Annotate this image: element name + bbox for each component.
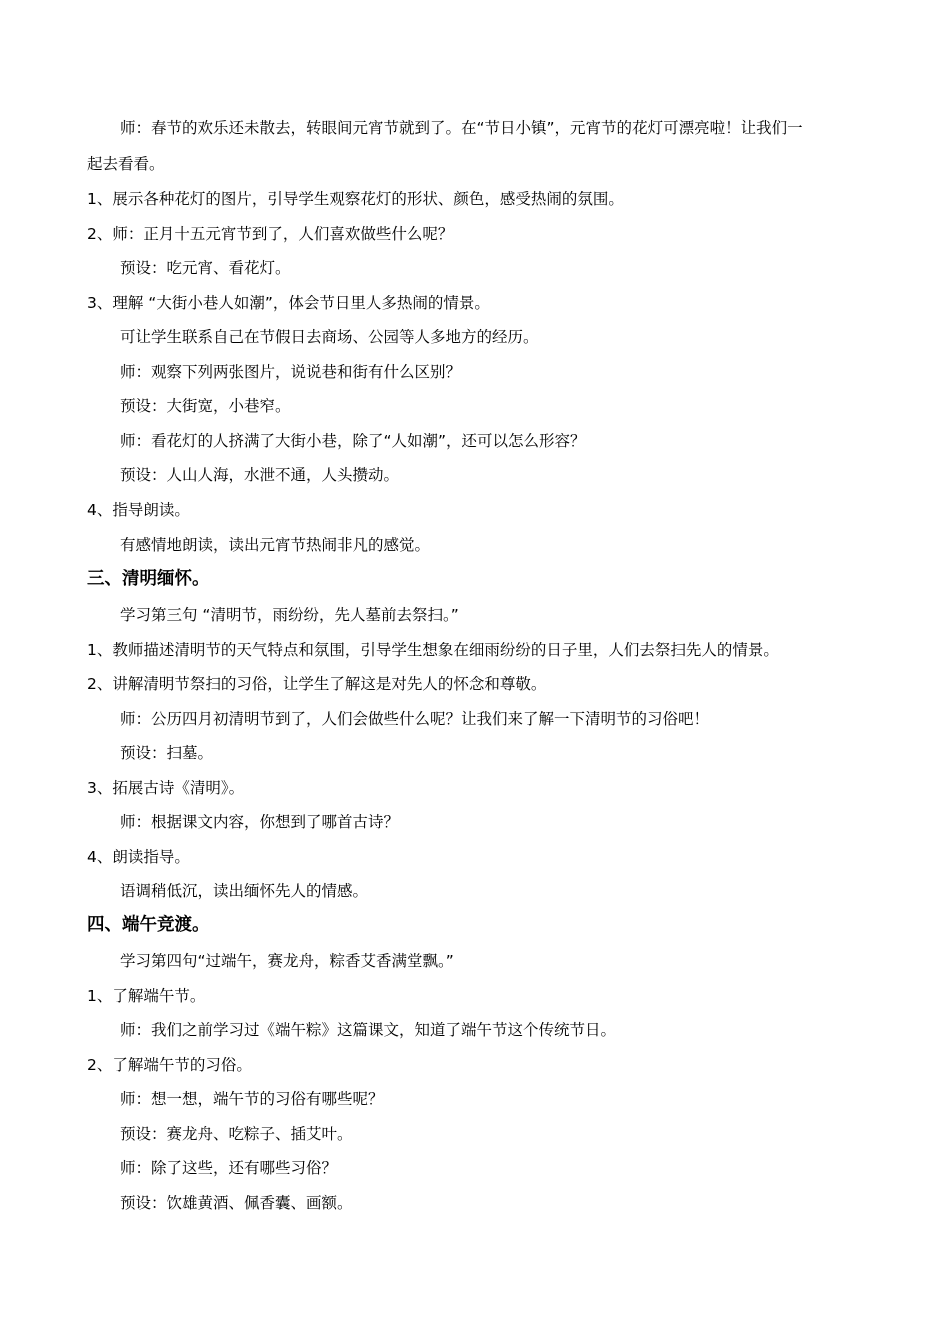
list-item: 1、展示各种花灯的图片，引导学生观察花灯的形状、颜色，感受热闹的氛围。 bbox=[87, 190, 624, 208]
paragraph-line: 师：公历四月初清明节到了，人们会做些什么呢？让我们来了解一下清明节的习俗吧！ bbox=[120, 710, 710, 728]
paragraph-line: 起去看看。 bbox=[87, 155, 165, 173]
paragraph-line: 预设：饮雄黄酒、佩香囊、画额。 bbox=[120, 1194, 353, 1212]
paragraph-line: 可让学生联系自己在节假日去商场、公园等人多地方的经历。 bbox=[120, 328, 539, 346]
paragraph-line: 师：根据课文内容，你想到了哪首古诗？ bbox=[120, 813, 400, 831]
list-item: 2、了解端午节的习俗。 bbox=[87, 1056, 252, 1074]
list-item: 2、讲解清明节祭扫的习俗，让学生了解这是对先人的怀念和尊敬。 bbox=[87, 675, 547, 693]
paragraph-line: 学习第四句“过端午，赛龙舟，粽香艾香满堂飘。” bbox=[120, 952, 454, 970]
paragraph-line: 师：除了这些，还有哪些习俗？ bbox=[120, 1159, 338, 1177]
list-item: 1、教师描述清明节的天气特点和氛围，引导学生想象在细雨纷纷的日子里，人们去祭扫先人的情景。 bbox=[87, 641, 779, 659]
paragraph-line: 预设：赛龙舟、吃粽子、插艾叶。 bbox=[120, 1125, 353, 1143]
paragraph-line: 师：观察下列两张图片，说说巷和街有什么区别？ bbox=[120, 363, 462, 381]
list-item: 2、师：正月十五元宵节到了，人们喜欢做些什么呢？ bbox=[87, 225, 454, 243]
paragraph-line: 预设：大街宽，小巷窄。 bbox=[120, 397, 291, 415]
paragraph-line: 师：我们之前学习过《端午粽》这篇课文，知道了端午节这个传统节日。 bbox=[120, 1021, 617, 1039]
paragraph-line: 预设：扫墓。 bbox=[120, 744, 214, 762]
paragraph-line: 预设：人山人海，水泄不通，人头攒动。 bbox=[120, 466, 400, 484]
section-heading: 四、端午竞渡。 bbox=[87, 915, 210, 935]
section-heading: 三、清明缅怀。 bbox=[87, 569, 210, 589]
list-item: 3、拓展古诗《清明》。 bbox=[87, 779, 245, 797]
paragraph-line: 语调稍低沉，读出缅怀先人的情感。 bbox=[120, 882, 369, 900]
paragraph-line: 预设：吃元宵、看花灯。 bbox=[120, 259, 291, 277]
list-item: 3、理解 “大街小巷人如潮”，体会节日里人多热闹的情景。 bbox=[87, 294, 490, 312]
paragraph-line: 师：春节的欢乐还未散去，转眼间元宵节就到了。在“节日小镇”，元宵节的花灯可漂亮啦！让我们一 bbox=[120, 119, 803, 137]
list-item: 1、了解端午节。 bbox=[87, 987, 206, 1005]
paragraph-line: 师：看花灯的人挤满了大街小巷，除了“人如潮”，还可以怎么形容？ bbox=[120, 432, 586, 450]
paragraph-line: 师：想一想，端午节的习俗有哪些呢？ bbox=[120, 1090, 384, 1108]
list-item: 4、朗读指导。 bbox=[87, 848, 190, 866]
paragraph-line: 有感情地朗读，读出元宵节热闹非凡的感觉。 bbox=[120, 536, 431, 554]
paragraph-line: 学习第三句 “清明节，雨纷纷，先人墓前去祭扫。” bbox=[120, 606, 459, 624]
list-item: 4、指导朗读。 bbox=[87, 501, 190, 519]
